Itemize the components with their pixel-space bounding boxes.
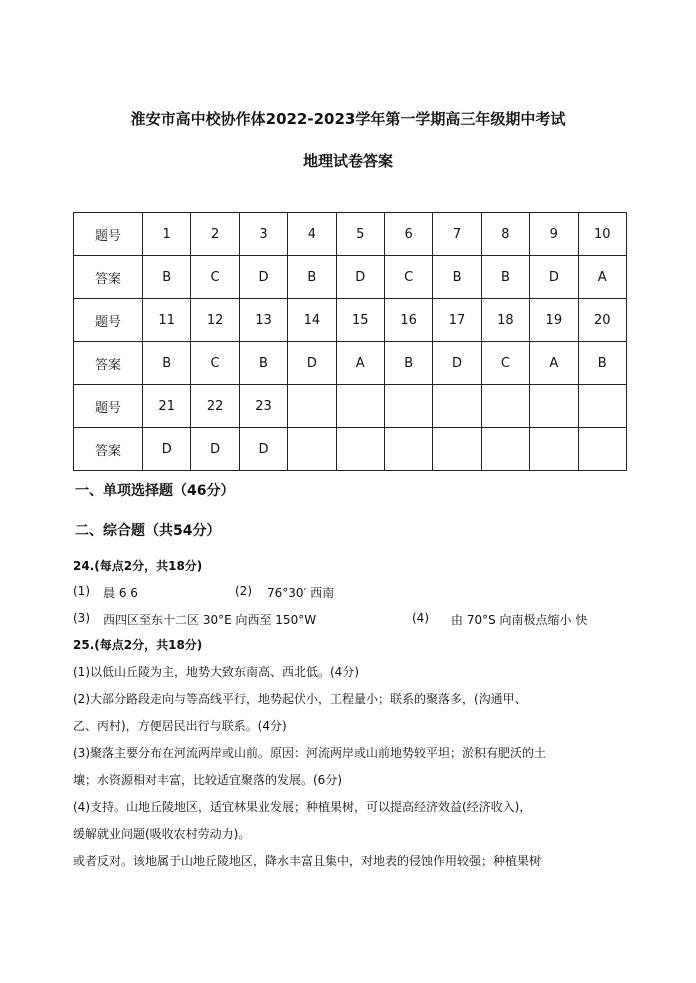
table-cell: 19	[530, 299, 578, 342]
table-cell: B	[143, 256, 191, 299]
table-row-header: 答案	[74, 342, 143, 385]
table-cell: B	[384, 342, 432, 385]
q24-part4-number: (4)	[412, 611, 429, 625]
table-cell: C	[481, 342, 529, 385]
table-cell: 11	[143, 299, 191, 342]
q24-part4-answer: 由 70°S 向南极点缩小 快	[451, 613, 588, 627]
table-row	[74, 213, 627, 256]
table-cell: C	[384, 256, 432, 299]
q25-answer-3-line1: (3)聚落主要分布在河流两岸或山前。原因：河流两岸或山前地势较平坦；淤积有肥沃的土	[73, 746, 547, 760]
table-cell: 23	[239, 385, 287, 428]
table-cell: 17	[433, 299, 481, 342]
table-cell: 7	[433, 213, 481, 256]
table-cell: 12	[191, 299, 239, 342]
q24-answer-row-2	[73, 611, 627, 625]
q25-answer-4-line1: (4)支持。山地丘陵地区，适宜林果业发展；种植果树，可以提高经济效益(经济收入)，	[73, 800, 532, 814]
table-cell	[530, 385, 578, 428]
table-cell: 20	[578, 299, 626, 342]
table-cell	[578, 428, 626, 471]
question-25-header: 25.(每点2分，共18分)	[73, 638, 203, 652]
table-cell: B	[143, 342, 191, 385]
table-cell: 9	[530, 213, 578, 256]
table-cell: A	[336, 342, 384, 385]
table-cell	[481, 428, 529, 471]
document-subtitle: 地理试卷答案	[302, 152, 393, 170]
table-cell: 6	[384, 213, 432, 256]
q25-answer-2-line1: (2)大部分路段走向与等高线平行，地势起伏小，工程量小；联系的聚落多，(沟通甲、	[73, 692, 527, 706]
table-row-header: 题号	[74, 385, 143, 428]
table-cell	[433, 385, 481, 428]
table-cell: 5	[336, 213, 384, 256]
q24-part2-number: (2)	[235, 584, 252, 598]
table-cell: 8	[481, 213, 529, 256]
table-cell: 18	[481, 299, 529, 342]
table-cell: D	[239, 256, 287, 299]
table-cell: D	[288, 342, 336, 385]
table-cell: 3	[239, 213, 287, 256]
section-comprehensive: 二、综合题（共54分）	[75, 523, 221, 539]
table-cell: B	[239, 342, 287, 385]
table-cell: 4	[288, 213, 336, 256]
table-row-header: 题号	[74, 213, 143, 256]
table-cell: A	[578, 256, 626, 299]
table-row-header: 题号	[74, 299, 143, 342]
table-cell: D	[530, 256, 578, 299]
table-row	[74, 256, 627, 299]
q25-answer-5: 或者反对。该地属于山地丘陵地区，降水丰富且集中，对地表的侵蚀作用较强；种植果树	[73, 854, 542, 868]
table-row	[74, 299, 627, 342]
table-cell: 16	[384, 299, 432, 342]
table-cell: 22	[191, 385, 239, 428]
table-cell: 2	[191, 213, 239, 256]
table-row	[74, 428, 627, 471]
table-cell	[384, 385, 432, 428]
q25-answer-2-line2: 乙、丙村)，方便居民出行与联系。(4分)	[73, 719, 287, 733]
table-cell: D	[239, 428, 287, 471]
table-cell: B	[288, 256, 336, 299]
table-cell	[384, 428, 432, 471]
q24-part3-number: (3)	[73, 611, 90, 625]
q24-answer-row-1	[73, 584, 335, 600]
table-row	[74, 385, 627, 428]
section-multiple-choice: 一、单项选择题（46分）	[75, 483, 235, 499]
table-cell	[433, 428, 481, 471]
q24-part1-answer: 晨 6 6	[103, 586, 138, 600]
table-cell	[288, 385, 336, 428]
q24-part3-answer: 西四区至东十二区 30°E 向西至 150°W	[103, 613, 317, 627]
table-cell: D	[191, 428, 239, 471]
table-cell: B	[433, 256, 481, 299]
table-cell: 21	[143, 385, 191, 428]
table-cell: D	[336, 256, 384, 299]
table-cell	[336, 428, 384, 471]
answer-table	[73, 212, 627, 471]
q24-part1-number: (1)	[73, 584, 90, 598]
table-cell	[481, 385, 529, 428]
table-cell: C	[191, 342, 239, 385]
q25-answer-3-line2: 壤；水资源相对丰富，比较适宜聚落的发展。(6分)	[73, 773, 342, 787]
table-cell	[288, 428, 336, 471]
table-row-header: 答案	[74, 428, 143, 471]
table-cell: C	[191, 256, 239, 299]
table-cell: B	[481, 256, 529, 299]
table-cell: 13	[239, 299, 287, 342]
table-cell	[336, 385, 384, 428]
table-row	[74, 342, 627, 385]
table-cell: A	[530, 342, 578, 385]
question-24-header: 24.(每点2分，共18分)	[73, 559, 203, 573]
table-cell: 1	[143, 213, 191, 256]
table-cell: D	[433, 342, 481, 385]
table-cell: 15	[336, 299, 384, 342]
table-cell: 14	[288, 299, 336, 342]
table-row-header: 答案	[74, 256, 143, 299]
document-title: 淮安市高中校协作体2022-2023学年第一学期高三年级期中考试	[130, 110, 566, 128]
q25-answer-4-line2: 缓解就业问题(吸收农村劳动力)。	[73, 827, 251, 841]
q24-part2-answer: 76°30′ 西南	[267, 586, 335, 600]
table-cell: 10	[578, 213, 626, 256]
table-cell	[578, 385, 626, 428]
table-cell	[530, 428, 578, 471]
table-cell: B	[578, 342, 626, 385]
table-cell: D	[143, 428, 191, 471]
q25-answer-1: (1)以低山丘陵为主，地势大致东南高、西北低。(4分)	[73, 665, 359, 679]
